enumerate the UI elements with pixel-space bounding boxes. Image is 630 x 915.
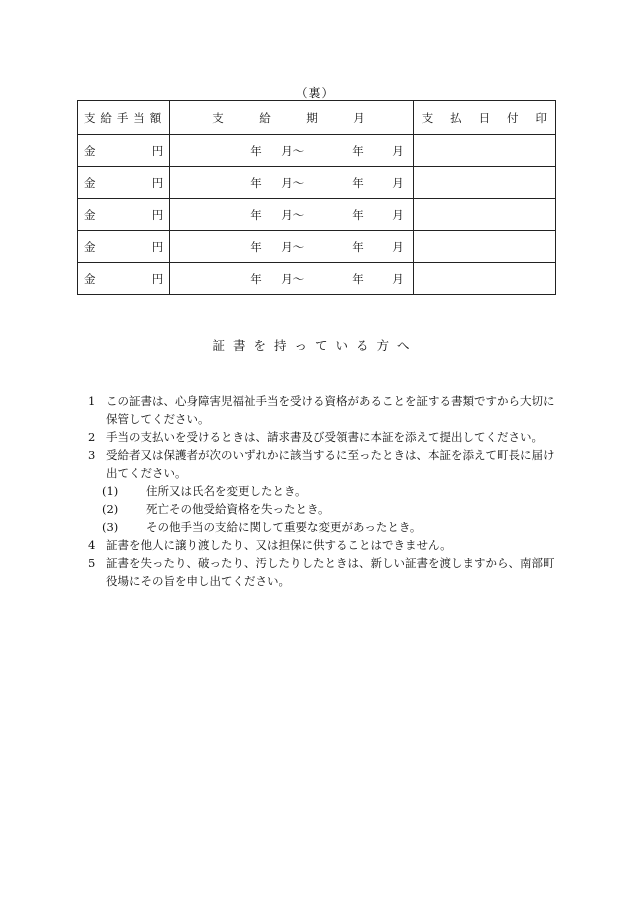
- notice-item-1: 1 この証書は、心身障害児福祉手当を受ける資格があることを証する書類ですから大切に保管してください。: [88, 394, 555, 426]
- table-row: [78, 231, 556, 263]
- notice-item-3: 3 受給者又は保護者が次のいずれかに該当するに至ったときは、本証を添えて町長に届け出てください。: [88, 448, 555, 480]
- table-row: [78, 135, 556, 167]
- period-cell[interactable]: 年 月〜 年 月: [170, 135, 414, 167]
- table-header-row: [78, 101, 556, 135]
- table-row: [78, 167, 556, 199]
- notice-subitem-2: (2) 死亡その他受給資格を失ったとき。: [102, 502, 330, 516]
- header-period: 支 給 期 月: [170, 101, 414, 135]
- payment-date-cell[interactable]: [413, 231, 555, 263]
- period-cell[interactable]: 年 月〜 年 月: [170, 167, 414, 199]
- page-heading: （裏）: [295, 86, 335, 100]
- table-row: [78, 199, 556, 231]
- payment-date-cell[interactable]: [413, 135, 555, 167]
- notice-subitem-3: (3) その他手当の支給に関して重要な変更があったとき。: [102, 520, 422, 534]
- payment-ledger-table: [77, 100, 556, 295]
- payment-date-cell[interactable]: [413, 263, 555, 295]
- header-amount: 支 給 手 当 額: [78, 101, 170, 135]
- payment-date-cell[interactable]: [413, 167, 555, 199]
- notice-item-5: 5 証書を失ったり、破ったり、汚したりしたときは、新しい証書を渡しますから、南部町役場にその旨を申し出てください。: [88, 556, 555, 588]
- amount-cell[interactable]: 金 円: [78, 263, 170, 295]
- period-cell[interactable]: 年 月〜 年 月: [170, 199, 414, 231]
- amount-cell[interactable]: 金 円: [78, 199, 170, 231]
- notice-item-2: 2 手当の支払いを受けるときは、請求書及び受領書に本証を添えて提出してください。: [88, 430, 543, 444]
- period-cell[interactable]: 年 月〜 年 月: [170, 263, 414, 295]
- notice-subitem-1: (1) 住所又は氏名を変更したとき。: [102, 484, 307, 498]
- table-row: [78, 263, 556, 295]
- amount-cell[interactable]: 金 円: [78, 167, 170, 199]
- notice-title: 証書を持っている方へ: [212, 338, 418, 353]
- payment-date-cell[interactable]: [413, 199, 555, 231]
- notice-item-4: 4 証書を他人に譲り渡したり、又は担保に供することはできません。: [88, 538, 452, 552]
- amount-cell[interactable]: 金 円: [78, 231, 170, 263]
- amount-cell[interactable]: 金 円: [78, 135, 170, 167]
- header-payment-date: 支 払 日 付 印: [413, 101, 555, 135]
- notice-list: [88, 392, 558, 590]
- period-cell[interactable]: 年 月〜 年 月: [170, 231, 414, 263]
